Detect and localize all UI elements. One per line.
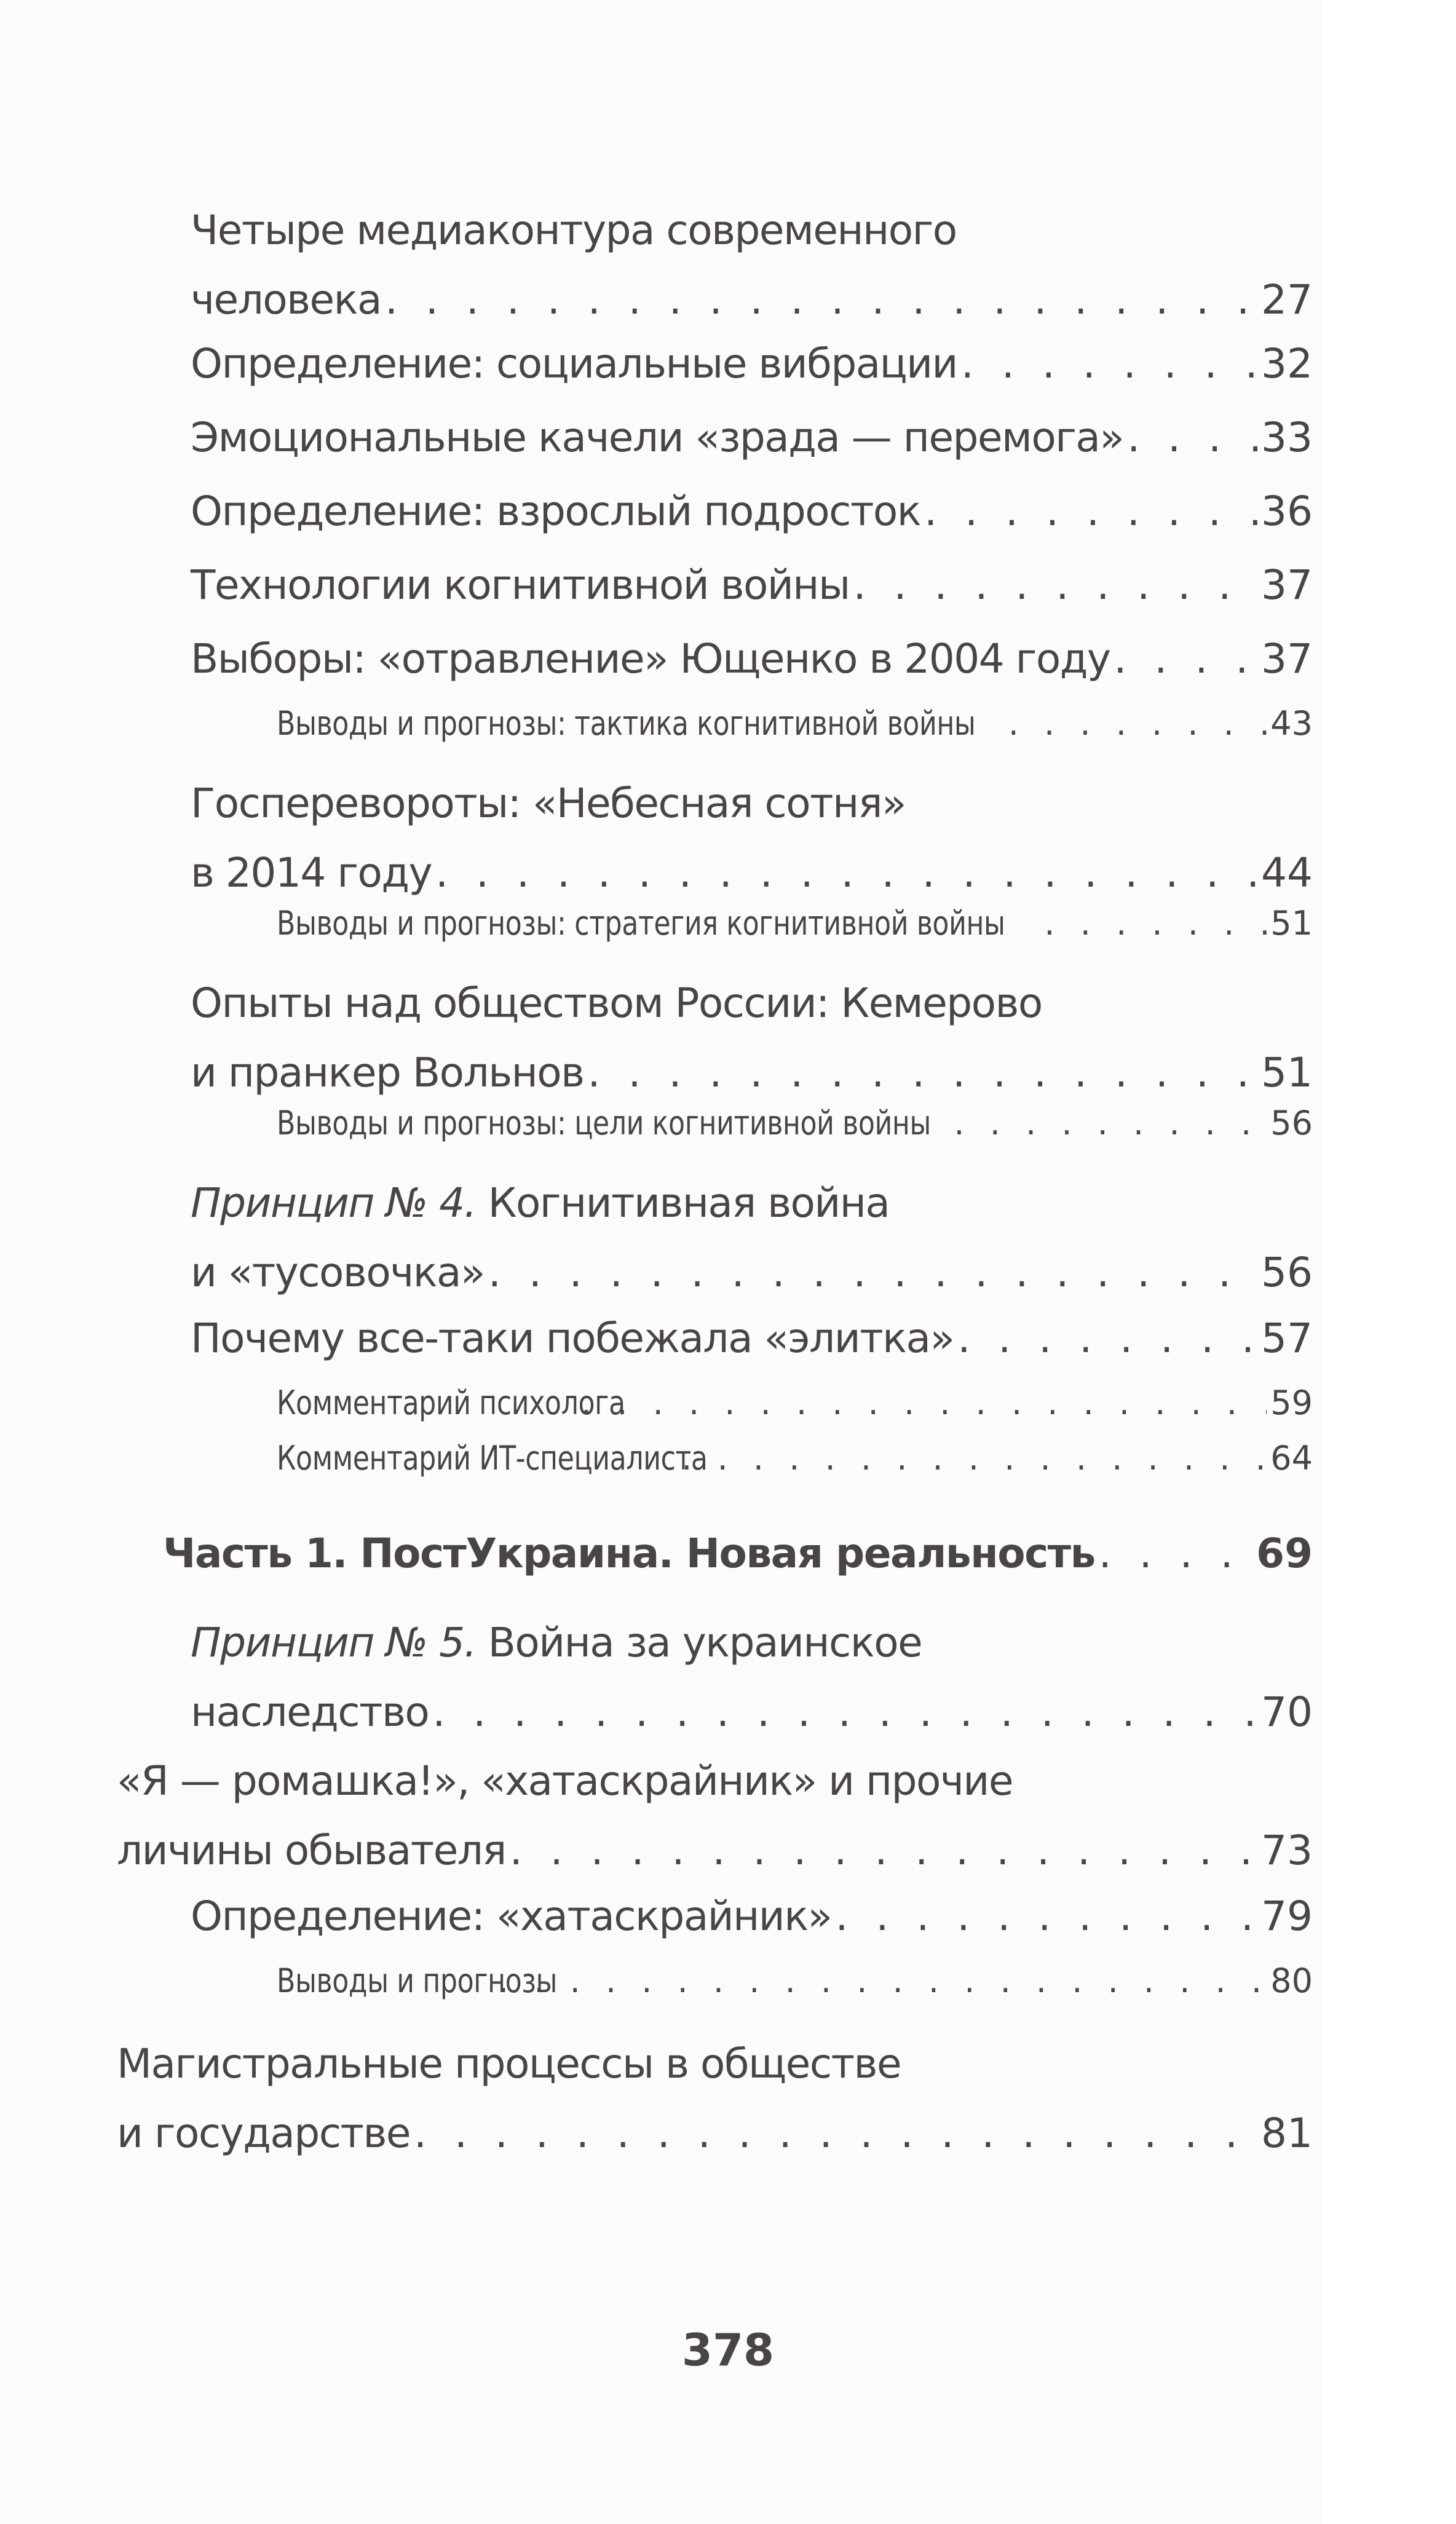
toc-page-number: 80 [1270, 1961, 1313, 2000]
toc-entry-title: Определение: «хатаскрайник» [191, 1893, 832, 1940]
toc-entry[interactable] [191, 769, 1313, 908]
leader-dots [835, 1881, 1257, 1951]
toc-page-number: 70 [1261, 1688, 1313, 1736]
toc-entry-title: Часть 1. ПостУкраина. Новая реальность [163, 1530, 1095, 1577]
toc-entry-title: Выводы и прогнозы: стратегия когнитивной войны [277, 904, 1005, 943]
leader-dots [681, 1423, 1267, 1493]
leader-dots [961, 329, 1257, 398]
toc-entry[interactable] [117, 1746, 1313, 1885]
toc-entry[interactable] [117, 2029, 1313, 2168]
leader-dots [1044, 888, 1267, 958]
toc-entry-title: Принцип № 4. Когнитивная война [191, 1179, 890, 1227]
principle-label: Принцип № 5. [191, 1619, 477, 1666]
toc-page-number: 79 [1261, 1893, 1313, 1940]
toc-entry-title: Определение: социальные вибрации [191, 340, 957, 387]
leader-dots [1099, 1519, 1252, 1588]
leader-dots [414, 2099, 1257, 2168]
toc-page-number: 81 [1261, 2110, 1313, 2157]
toc-entry[interactable] [191, 550, 1313, 620]
toc-entry[interactable] [191, 968, 1313, 1107]
leader-dots [1008, 689, 1267, 758]
toc-entry-title: личины обывателя [117, 1827, 506, 1874]
toc-entry-title: Выводы и прогнозы: цели когнитивной войны [277, 1104, 931, 1142]
toc-entry[interactable] [191, 477, 1313, 546]
leader-dots [432, 1677, 1257, 1747]
page-number: 378 [681, 2324, 775, 2376]
leader-dots [954, 1088, 1267, 1158]
leader-dots [1114, 624, 1257, 694]
toc-page-number: 51 [1270, 904, 1313, 943]
principle-label: Принцип № 4. [191, 1179, 477, 1227]
leader-dots [1127, 403, 1257, 472]
leader-dots [510, 1816, 1257, 1885]
toc-page-number: 37 [1261, 635, 1313, 682]
toc-entry-title: Почему все-таки побежала «элитка» [191, 1315, 954, 1362]
leader-dots [385, 265, 1257, 334]
toc-entry-title: Опыты над обществом России: Кемерово [191, 979, 1042, 1027]
toc-subentry[interactable] [277, 888, 1313, 958]
toc-page-number: 59 [1270, 1383, 1313, 1422]
toc-page-number: 51 [1261, 1049, 1313, 1096]
toc-entry-title: в 2014 году [191, 849, 432, 896]
toc-entry[interactable] [191, 1304, 1313, 1373]
toc-entry-title: «Я — ромашка!», «хатаскрайник» и прочие [117, 1757, 1013, 1805]
toc-entry[interactable] [191, 403, 1313, 472]
toc-page-number: 43 [1270, 704, 1313, 743]
toc-part-heading[interactable] [163, 1519, 1313, 1588]
toc-entry-title: Технологии когнитивной войны [191, 561, 850, 609]
toc-page-number: 32 [1261, 340, 1313, 387]
toc-entry-title: Комментарий ИТ-специалиста [277, 1439, 708, 1478]
toc-entry-title: Выводы и прогнозы [277, 1961, 558, 2000]
toc-page-number: 56 [1261, 1249, 1313, 1296]
toc-entry-title: Принцип № 5. Война за украинское [191, 1619, 922, 1666]
toc-entry-title: Выводы и прогнозы: тактика когнитивной войны [277, 704, 976, 743]
leader-dots [498, 1946, 1267, 2016]
toc-entry-title: Госперевороты: «Небесная сотня» [191, 780, 906, 827]
toc-entry[interactable] [191, 624, 1313, 694]
toc-entry[interactable] [191, 196, 1313, 334]
toc-entry-title: Комментарий психолога [277, 1383, 625, 1422]
toc-entry-title: Четыре медиаконтура современного [191, 207, 957, 254]
toc-page-number: 64 [1270, 1439, 1313, 1478]
toc-entry-title: Магистральные процессы в обществе [117, 2040, 901, 2087]
toc-entry-title: и «тусовочка» [191, 1249, 485, 1296]
toc-entry-title: наследство [191, 1688, 429, 1736]
toc-entry-title: и государстве [117, 2110, 410, 2157]
leader-dots [957, 1304, 1257, 1373]
toc-entry-title: человека [191, 276, 381, 323]
toc-page-number: 33 [1261, 414, 1313, 461]
toc-page-number: 73 [1261, 1827, 1313, 1874]
toc-page-number: 44 [1261, 849, 1313, 896]
toc-subentry[interactable] [277, 689, 1313, 758]
toc-entry[interactable] [191, 329, 1313, 398]
toc-entry[interactable] [191, 1168, 1313, 1307]
toc-page-number: 69 [1256, 1530, 1313, 1577]
toc-page-number: 36 [1261, 488, 1313, 535]
toc-page-number: 27 [1261, 276, 1313, 323]
toc-page-number: 56 [1270, 1104, 1313, 1142]
leader-dots [488, 1238, 1257, 1307]
toc-entry[interactable] [191, 1608, 1313, 1747]
toc-page-number: 37 [1261, 561, 1313, 609]
toc-subentry[interactable] [277, 1423, 1313, 1493]
toc-entry-title: Определение: взрослый подросток [191, 488, 921, 535]
toc-page-number: 57 [1261, 1315, 1313, 1362]
toc-entry[interactable] [191, 1881, 1313, 1951]
toc-subentry[interactable] [277, 1946, 1313, 2016]
toc-entry-title: Выборы: «отравление» Ющенко в 2004 году [191, 635, 1110, 682]
leader-dots [853, 550, 1257, 620]
toc-entry-title: Эмоциональные качели «зрада — перемога» [191, 414, 1124, 461]
toc-subentry[interactable] [277, 1088, 1313, 1158]
leader-dots [924, 477, 1257, 546]
toc-entry-title: и пранкер Вольнов [191, 1049, 584, 1096]
